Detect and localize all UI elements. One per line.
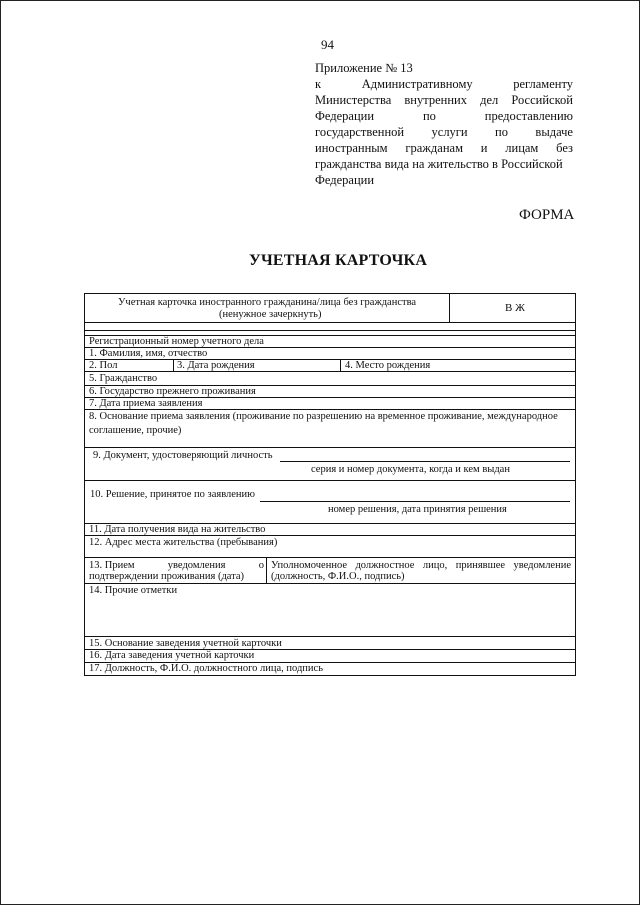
- field-word: лицо,: [422, 560, 448, 571]
- appendix-word: государственной: [315, 125, 405, 139]
- appendix-word: Федерации: [315, 173, 375, 187]
- field-label: 3. Дата рождения: [177, 360, 255, 371]
- field-label: 6. Государство прежнего проживания: [89, 386, 256, 397]
- field-label: 7. Дата приема заявления: [89, 398, 203, 409]
- field-word: принявшее: [455, 560, 506, 571]
- appendix-line: [315, 140, 573, 156]
- appendix-word: по: [495, 125, 508, 139]
- field-label: 15. Основание заведения учетной карточки: [89, 638, 282, 649]
- field-notification: [85, 557, 575, 584]
- appendix-line: [315, 92, 573, 108]
- field-other-notes: [85, 583, 575, 637]
- field-card-date: [85, 649, 575, 663]
- card-header-note: (ненужное зачеркнуть): [219, 309, 322, 320]
- appendix-line: [315, 76, 573, 92]
- appendix-word: выдаче: [535, 125, 573, 139]
- appendix-header: [315, 60, 573, 188]
- field-word: уведомления: [167, 560, 226, 571]
- field-label: 8. Основание приема заявления (проживание по разрешению на временное проживание, международное: [89, 411, 558, 422]
- field-hint: серия и номер документа, когда и кем выдан: [311, 464, 510, 475]
- appendix-word: без: [556, 141, 573, 155]
- field-label: (должность, Ф.И.О., подпись): [271, 571, 405, 582]
- field-word: уведомление: [513, 560, 571, 571]
- field-label: 10. Решение, принятое по заявлению: [90, 489, 255, 500]
- field-word: должностное: [355, 560, 415, 571]
- field-application-basis: [85, 409, 575, 448]
- appendix-line: [315, 156, 573, 172]
- appendix-word: Административному: [361, 77, 473, 91]
- field-label: 11. Дата получения вида на жительство: [89, 524, 266, 535]
- field-label: 16. Дата заведения учетной карточки: [89, 650, 255, 661]
- field-label: 9. Документ, удостоверяющий личность: [93, 450, 273, 461]
- field-label: 4. Место рождения: [345, 360, 431, 371]
- appendix-word: гражданам: [405, 141, 463, 155]
- appendix-word: Министерства: [315, 93, 392, 107]
- field-label: 2. Пол: [89, 360, 118, 371]
- appendix-word: к: [315, 77, 322, 91]
- appendix-word: регламенту: [513, 77, 573, 91]
- appendix-word: Российской: [511, 93, 573, 107]
- field-label: 12. Адрес места жительства (пребывания): [89, 537, 278, 548]
- field-label: подтверждении проживания (дата): [89, 571, 245, 582]
- field-word: о: [258, 560, 264, 571]
- field-label: 1. Фамилия, имя, отчество: [89, 348, 208, 359]
- appendix-line: [315, 124, 573, 140]
- appendix-line: [315, 108, 573, 124]
- appendix-line: [315, 172, 573, 188]
- appendix-word: гражданства вида на жительство в Российской: [315, 157, 563, 171]
- field-word: 13. Прием: [89, 560, 135, 571]
- appendix-word: Федерации: [315, 109, 375, 123]
- field-label: Регистрационный номер учетного дела: [89, 336, 264, 347]
- appendix-word: и: [480, 141, 488, 155]
- field-hint: номер решения, дата принятия решения: [328, 504, 507, 515]
- field-label: 17. Должность, Ф.И.О. должностного лица, подпись: [89, 663, 323, 674]
- appendix-word: внутренних: [404, 93, 467, 107]
- document-title: УЧЕТНАЯ КАРТОЧКА: [249, 252, 428, 269]
- appendix-word: услуги: [431, 125, 468, 139]
- field-citizenship: [85, 371, 575, 386]
- appendix-word: иностранным: [315, 141, 388, 155]
- registration-card-table: [84, 293, 576, 676]
- field-card-basis: [85, 636, 575, 650]
- field-word: Уполномоченное: [271, 560, 347, 571]
- card-header-text: Учетная карточка иностранного гражданина/лица без гражданства: [118, 297, 417, 308]
- field-label: 14. Прочие отметки: [89, 585, 178, 596]
- appendix-line: [315, 60, 573, 76]
- field-identity-document: [85, 447, 575, 481]
- field-address: [85, 535, 575, 558]
- field-label: 5. Гражданство: [89, 373, 158, 384]
- form-label: ФОРМА: [519, 207, 575, 223]
- appendix-word: предоставлению: [484, 109, 573, 123]
- card-header-code: В Ж: [505, 302, 525, 314]
- field-decision: [85, 480, 575, 524]
- appendix-word: Приложение № 13: [315, 61, 413, 75]
- field-label: соглашение, прочие): [89, 425, 182, 436]
- card-header-row: [85, 294, 575, 322]
- field-official-signature: [85, 662, 575, 676]
- appendix-word: дел: [480, 93, 499, 107]
- appendix-word: по: [422, 109, 436, 123]
- appendix-word: лицам: [505, 141, 539, 155]
- page-number: 94: [321, 37, 334, 52]
